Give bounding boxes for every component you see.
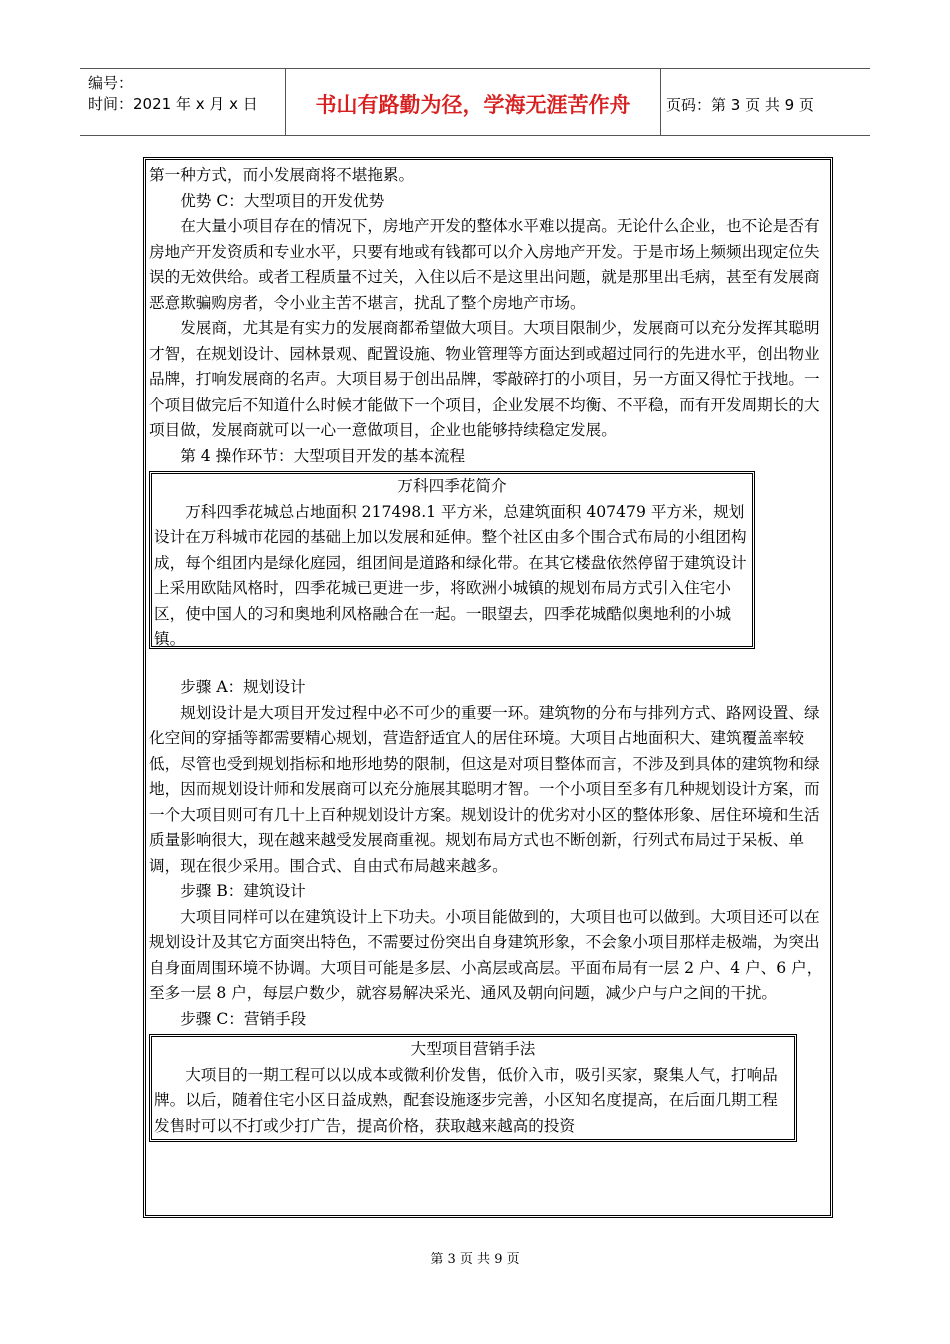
page-footer: 第 3 页 共 9 页	[430, 1252, 520, 1267]
section-heading: 第 4 操作环节：大型项目开发的基本流程	[180, 446, 466, 465]
section-heading: 步骤 A：规划设计	[180, 678, 306, 696]
section-heading: 步骤 B：建筑设计	[180, 882, 306, 900]
header-meta	[88, 73, 258, 115]
case-box-marketing	[149, 1034, 797, 1142]
document-body	[149, 163, 831, 1142]
date-label: 时间：2021 年 x 月 x 日	[88, 95, 258, 113]
content-frame	[143, 157, 833, 1218]
number-label: 编号：	[88, 74, 134, 92]
box-title: 大型项目营销手法	[410, 1040, 536, 1058]
paragraph: 规划设计是大项目开发过程中必不可少的重要一环。建筑物的分布与排列方式、路网设置、绿化空间的穿插等都需要精心规划，营造舒适宜人的居住环境。大项目占地面积大、建筑覆盖率较低，尽管也受到规划指标和地形地势的限制，但这是对项目整体而言，不涉及到具体的建筑物和绿地，因而规划设计师和发展商可以充分施展其聪明才智。一个小项目至多有几种规划设计方案，而一个大项目则可有几十上百种规划设计方案。规划设计的优劣对小区的整体形象、居住环境和生活质量影响很大，现在越来越受发展商重视。规划布局方式也不断创新，行列式布局过于呆板、单调，现在很少采用。围合式、自由式布局越来越多。	[149, 703, 820, 875]
paragraph: 在大量小项目存在的情况下，房地产开发的整体水平难以提高。无论什么企业，也不论是否有房地产开发资质和专业水平，只要有地或有钱都可以介入房地产开发。于是市场上频频出现定位失误的无效供给。或者工程质量不过关，入住以后不是这里出问题，就是那里出毛病，甚至有发展商恶意欺骗购房者，令小业主苦不堪言，扰乱了整个房地产市场。	[149, 217, 820, 312]
section-heading: 步骤 C：营销手段	[180, 1009, 307, 1028]
box-text: 大项目的一期工程可以以成本或微利价发售，低价入市，吸引买家，聚集人气，打响品牌。以后，随着住宅小区日益成熟，配套设施逐步完善，小区知名度提高，在后面几期工程发售时可以不打或少打广告，提高价格，获取越来越高的投资	[154, 1065, 778, 1135]
header-page-info: 页码：第 3 页 共 9 页	[666, 96, 814, 114]
section-heading: 优势 C：大型项目的开发优势	[180, 191, 385, 210]
box-title: 万科四季花简介	[397, 477, 507, 495]
header-divider	[660, 69, 661, 135]
case-box-vanke	[149, 471, 755, 649]
paragraph: 发展商，尤其是有实力的发展商都希望做大项目。大项目限制少，发展商可以充分发挥其聪明才智，在规划设计、园林景观、配置设施、物业管理等方面达到或超过同行的先进水平，创出物业品牌，打响发展商的名声。大项目易于创出品牌，零敲碎打的小项目，另一方面又得忙于找地。一个项目做完后不知道什么时候才能做下一个项目，企业发展不均衡、不平稳，而有开发周期长的大项目做，发展商就可以一心一意做项目，企业也能够持续稳定发展。	[149, 319, 820, 439]
header-motto: 书山有路勤为径，学海无涯苦作舟	[315, 93, 631, 117]
paragraph: 第一种方式，而小发展商将不堪拖累。	[149, 166, 415, 184]
page-header	[80, 68, 870, 136]
paragraph: 大项目同样可以在建筑设计上下功夫。小项目能做到的，大项目也可以做到。大项目还可以在规划设计及其它方面突出特色，不需要过份突出自身建筑形象，不会象小项目那样走极端，为突出自身面周围环境不协调。大项目可能是多层、小高层或高层。平面布局有一层 2 户、4 户、6 户，至多一层 8 户，每层户数少，就容易解决采光、通风及朝向问题，减少户与户之间的干扰。	[149, 907, 823, 1002]
box-text: 万科四季花城总占地面积 217498.1 平方米，总建筑面积 407479 平方米，规划设计在万科城市花园的基础上加以发展和延伸。整个社区由多个围合式布局的小组团构成，每个组团内是绿化庭园，组团间是道路和绿化带。在其它楼盘依然停留于建筑设计上采用欧陆风格时，四季花城已更进一步，将欧洲小城镇的规划布局方式引入住宅小区，使中国人的习和奥地利风格融合在一起。一眼望去，四季花城酷似奥地利的小城镇。	[154, 502, 747, 648]
